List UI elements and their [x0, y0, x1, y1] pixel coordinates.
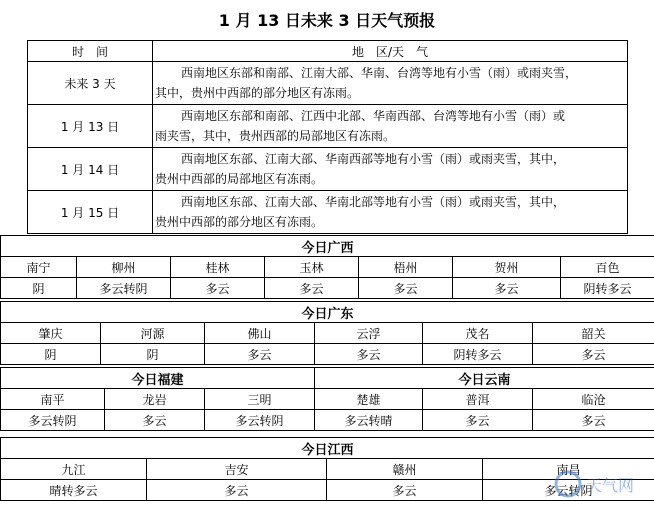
city-weather: 多云 — [423, 410, 533, 431]
forecast-desc — [153, 148, 628, 191]
weather-row — [1, 278, 654, 299]
city-name: 茂名 — [423, 323, 533, 344]
city-weather: 多云 — [147, 480, 327, 501]
forecast-header-row — [28, 41, 628, 62]
city-weather: 阴 — [1, 278, 77, 299]
forecast-desc-line2: 雨夹雪，其中，贵州西部的局部地区有冻雨。 — [155, 129, 396, 143]
city-weather: 多云 — [359, 278, 453, 299]
city-weather: 阴 — [101, 344, 205, 365]
city-name: 贺州 — [453, 257, 561, 278]
section-title-yunnan: 今日云南 — [315, 368, 654, 389]
guangdong-table — [0, 301, 654, 365]
city-name: 龙岩 — [105, 389, 205, 410]
city-name: 南平 — [1, 389, 105, 410]
city-weather: 晴转多云 — [1, 480, 147, 501]
forecast-row — [28, 148, 628, 191]
city-weather: 阴 — [1, 344, 101, 365]
section-title-jiangxi: 今日江西 — [1, 438, 654, 459]
section-title-guangxi: 今日广西 — [1, 236, 654, 257]
forecast-desc-line1: 西南地区东部和南部、江西中北部、华南西部、台湾等地有小雪（雨）或 — [181, 109, 566, 123]
forecast-row — [28, 62, 628, 105]
forecast-desc-line2: 其中，贵州中西部的部分地区有冻雨。 — [155, 86, 360, 100]
watermark-sun-icon — [556, 472, 580, 496]
city-name: 百色 — [561, 257, 654, 278]
city-row — [1, 323, 654, 344]
city-weather: 多云转阴 — [483, 480, 654, 501]
forecast-time: 未来 3 天 — [28, 62, 153, 105]
forecast-time: 1 月 13 日 — [28, 105, 153, 148]
city-name: 临沧 — [533, 389, 654, 410]
fujian-yunnan-table — [0, 367, 654, 431]
forecast-time: 1 月 15 日 — [28, 191, 153, 234]
city-weather: 多云 — [315, 344, 423, 365]
time-header: 时 间 — [28, 41, 153, 62]
city-name: 柳州 — [77, 257, 171, 278]
city-weather: 多云转晴 — [315, 410, 423, 431]
city-name: 吉安 — [147, 459, 327, 480]
city-name: 南昌 — [483, 459, 654, 480]
city-weather: 多云 — [205, 344, 315, 365]
watermark-logo — [552, 466, 648, 502]
city-name: 河源 — [101, 323, 205, 344]
forecast-desc — [153, 105, 628, 148]
forecast-desc — [153, 191, 628, 234]
city-weather: 多云 — [327, 480, 483, 501]
city-weather: 多云 — [533, 410, 654, 431]
watermark-text: 天气网 — [586, 476, 635, 495]
section-title-fujian: 今日福建 — [1, 368, 315, 389]
city-weather: 多云 — [171, 278, 265, 299]
city-weather: 多云转阴 — [205, 410, 315, 431]
section-title-guangdong: 今日广东 — [1, 302, 654, 323]
forecast-desc-line1: 西南地区东部和南部、江南大部、华南、台湾等地有小雪（雨）或雨夹雪， — [181, 66, 578, 80]
forecast-desc — [153, 62, 628, 105]
forecast-desc-line1: 西南地区东部、江南大部、华南北部等地有小雪（雨）或雨夹雪，其中， — [181, 195, 566, 209]
city-name: 楚雄 — [315, 389, 423, 410]
city-row — [1, 389, 654, 410]
city-weather: 阴转多云 — [561, 278, 654, 299]
city-weather: 多云 — [453, 278, 561, 299]
city-weather: 多云 — [533, 344, 654, 365]
forecast-table — [27, 40, 628, 234]
city-weather: 多云 — [105, 410, 205, 431]
page-title: 1 月 13 日未来 3 日天气预报 — [218, 11, 436, 30]
city-name: 云浮 — [315, 323, 423, 344]
forecast-row — [28, 105, 628, 148]
city-row — [1, 257, 654, 278]
forecast-time: 1 月 14 日 — [28, 148, 153, 191]
city-name: 南宁 — [1, 257, 77, 278]
city-name: 普洱 — [423, 389, 533, 410]
city-weather: 阴转多云 — [423, 344, 533, 365]
forecast-desc-line2: 贵州中西部的局部地区有冻雨。 — [155, 172, 324, 186]
city-weather: 多云 — [265, 278, 359, 299]
city-weather: 多云转阴 — [77, 278, 171, 299]
city-name: 梧州 — [359, 257, 453, 278]
weather-row — [1, 410, 654, 431]
weather-row — [1, 344, 654, 365]
forecast-desc-line1: 西南地区东部、江南大部、华南西部等地有小雪（雨）或雨夹雪，其中， — [181, 152, 566, 166]
guangxi-table — [0, 235, 654, 299]
city-weather: 多云转阴 — [1, 410, 105, 431]
city-name: 肇庆 — [1, 323, 101, 344]
city-name: 佛山 — [205, 323, 315, 344]
forecast-row — [28, 191, 628, 234]
city-name: 韶关 — [533, 323, 654, 344]
city-name: 桂林 — [171, 257, 265, 278]
city-name: 赣州 — [327, 459, 483, 480]
city-name: 三明 — [205, 389, 315, 410]
forecast-desc-line2: 贵州中西部的部分地区有冻雨。 — [155, 215, 324, 229]
region-weather-header: 地 区/天 气 — [153, 41, 628, 62]
city-name: 九江 — [1, 459, 147, 480]
city-name: 玉林 — [265, 257, 359, 278]
